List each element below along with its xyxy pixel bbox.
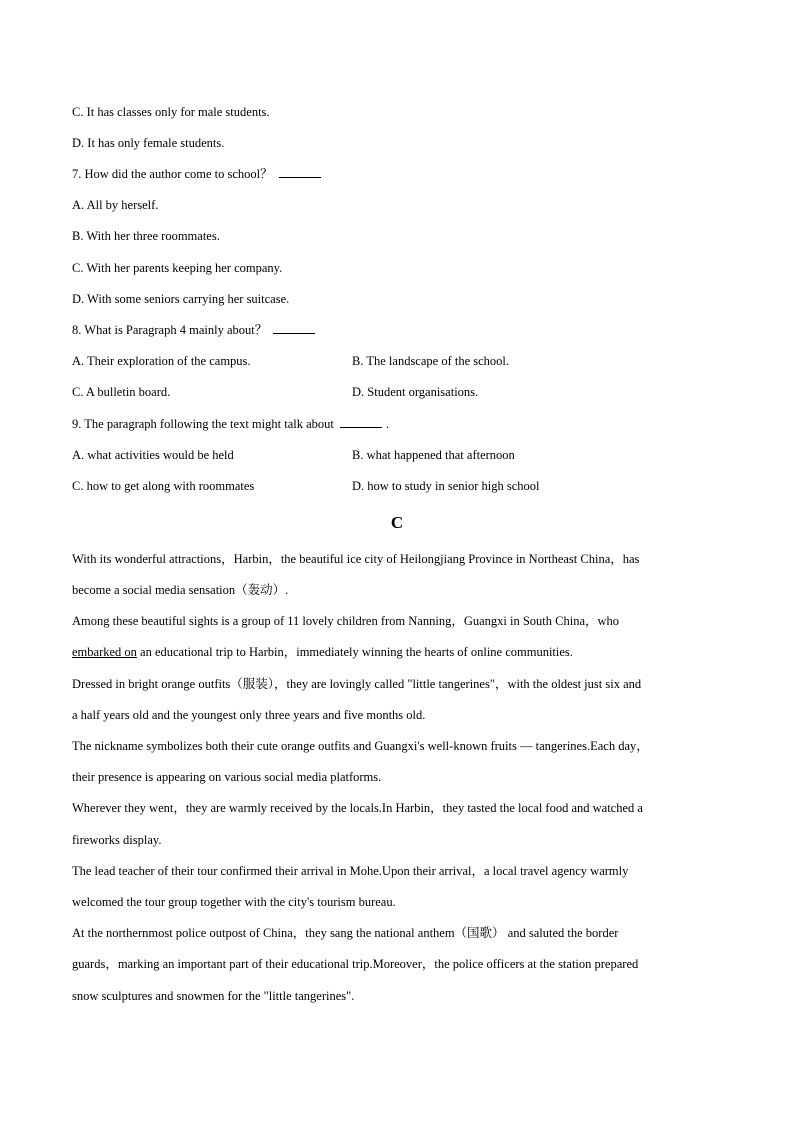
passage-line: The lead teacher of their tour confirmed their arrival in Mohe.Upon their arrival，a local travel agency warmly [72,864,629,878]
q6-option-d: D. It has only female students. [72,136,225,150]
passage-line-rest: an educational trip to Harbin，immediately winning the hearts of online communities. [140,645,573,659]
passage-line: fireworks display. [72,833,162,847]
q9-stem-end: . [385,417,389,431]
passage-line: snow sculptures and snowmen for the "little tangerines". [72,989,355,1003]
q9-answer-blank [340,416,382,428]
passage-line: At the northernmost police outpost of China，they sang the national anthem（国歌） and saluted the border [72,926,619,940]
underlined-phrase: embarked on [72,645,137,659]
passage-line: become a social media sensation（轰动）. [72,583,289,597]
q7-option-c: C. With her parents keeping her company. [72,261,283,275]
passage-line: Wherever they went，they are warmly received by the locals.In Harbin，they tasted the local food and watched a [72,801,643,815]
q8-stem-text: 8. What is Paragraph 4 mainly about？ [72,323,268,337]
passage-line: Among these beautiful sights is a group of 11 lovely children from Nanning，Guangxi in South China，who [72,614,620,628]
q7-answer-blank [279,166,321,178]
passage-line: their presence is appearing on various social media platforms. [72,770,382,784]
q9-stem [72,416,389,432]
q9-option-c: C. how to get along with roommates [72,479,255,493]
q7-stem-text: 7. How did the author come to school？ [72,167,273,181]
q8-answer-blank [273,322,315,334]
q8-option-b: B. The landscape of the school. [352,354,510,368]
q9-stem-text: 9. The paragraph following the text might talk about [72,417,334,431]
q9-option-a: A. what activities would be held [72,448,234,462]
q7-option-a: A. All by herself. [72,198,159,212]
q8-stem [72,322,315,338]
passage-line: a half years old and the youngest only three years and five months old. [72,708,426,722]
q7-stem [72,166,321,182]
passage-line: Dressed in bright orange outfits（服装），they are lovingly called "little tangerines"，with the oldest just six and [72,677,642,691]
passage-line: The nickname symbolizes both their cute orange outfits and Guangxi's well-known fruits — tangerines.Each day， [72,739,649,753]
q8-option-a: A. Their exploration of the campus. [72,354,251,368]
q8-option-c: C. A bulletin board. [72,385,171,399]
q9-option-d: D. how to study in senior high school [352,479,540,493]
passage-heading: C [390,513,404,532]
q7-option-d: D. With some seniors carrying her suitcase. [72,292,290,306]
passage-line: With its wonderful attractions，Harbin，the beautiful ice city of Heilongjiang Province in Northeast China，has [72,552,640,566]
q8-option-d: D. Student organisations. [352,385,479,399]
q7-option-b: B. With her three roommates. [72,229,220,243]
passage-line: welcomed the tour group together with the city's tourism bureau. [72,895,396,909]
q9-option-b: B. what happened that afternoon [352,448,515,462]
passage-line: guards，marking an important part of their educational trip.Moreover，the police officers at the station prepared [72,957,639,971]
passage-line [72,644,573,660]
q6-option-c: C. It has classes only for male students. [72,105,270,119]
